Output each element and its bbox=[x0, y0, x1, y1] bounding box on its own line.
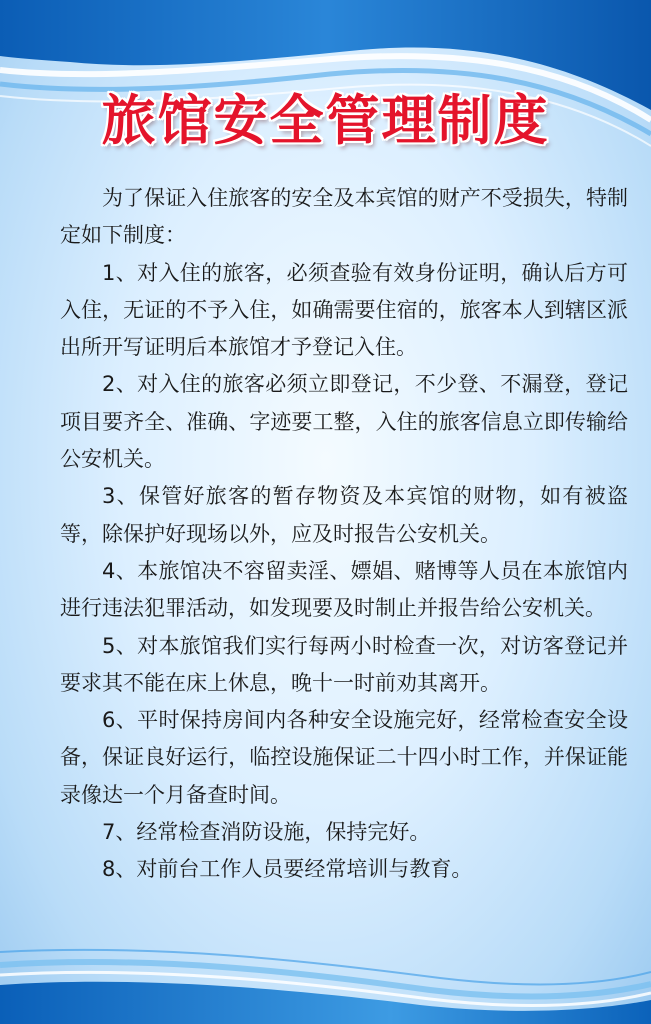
rule-item-1: 1、对入住的旅客，必须查验有效身份证明，确认后方可入住，无证的不予入住，如确需要住宿的，旅客本人到辖区派出所开写证明后本旅馆才予登记入住。 bbox=[60, 260, 628, 360]
intro-paragraph: 为了保证入住旅客的安全及本宾馆的财产不受损失，特制定如下制度： bbox=[60, 186, 628, 248]
rule-item-6: 6、平时保持房间内各种安全设施完好，经常检查安全设备，保证良好运行，临控设施保证二十四小时工作，并保证能录像达一个月备查时间。 bbox=[60, 708, 628, 807]
rule-item-4: 4、本旅馆决不容留卖淫、嫖娼、赌博等人员在本旅馆内进行违法犯罪活动，如发现要及时制止并报告给公安机关。 bbox=[60, 558, 628, 621]
bottom-wave-dark bbox=[0, 982, 651, 1024]
rule-item-5: 5、对本旅馆我们实行每两小时检查一次，对访客登记并要求其不能在床上休息，晚十一时前劝其离开。 bbox=[60, 633, 628, 695]
page-title: 旅馆安全管理制度 bbox=[101, 89, 550, 152]
rule-item-2: 2、对入住的旅客必须立即登记，不少登、不漏登，登记项目要齐全、准确、字迹要工整，入住的旅客信息立即传输给公安机关。 bbox=[60, 372, 628, 472]
rule-item-8: 8、对前台工作人员要经常培训与教育。 bbox=[102, 857, 473, 882]
rule-item-3: 3、保管好旅客的暂存物资及本宾馆的财物，如有被盗等，除保护好现场以外，应及时报告公安机关。 bbox=[60, 484, 628, 546]
rules-body bbox=[60, 180, 628, 889]
rule-item-7: 7、经常检查消防设施，保持完好。 bbox=[102, 820, 431, 845]
